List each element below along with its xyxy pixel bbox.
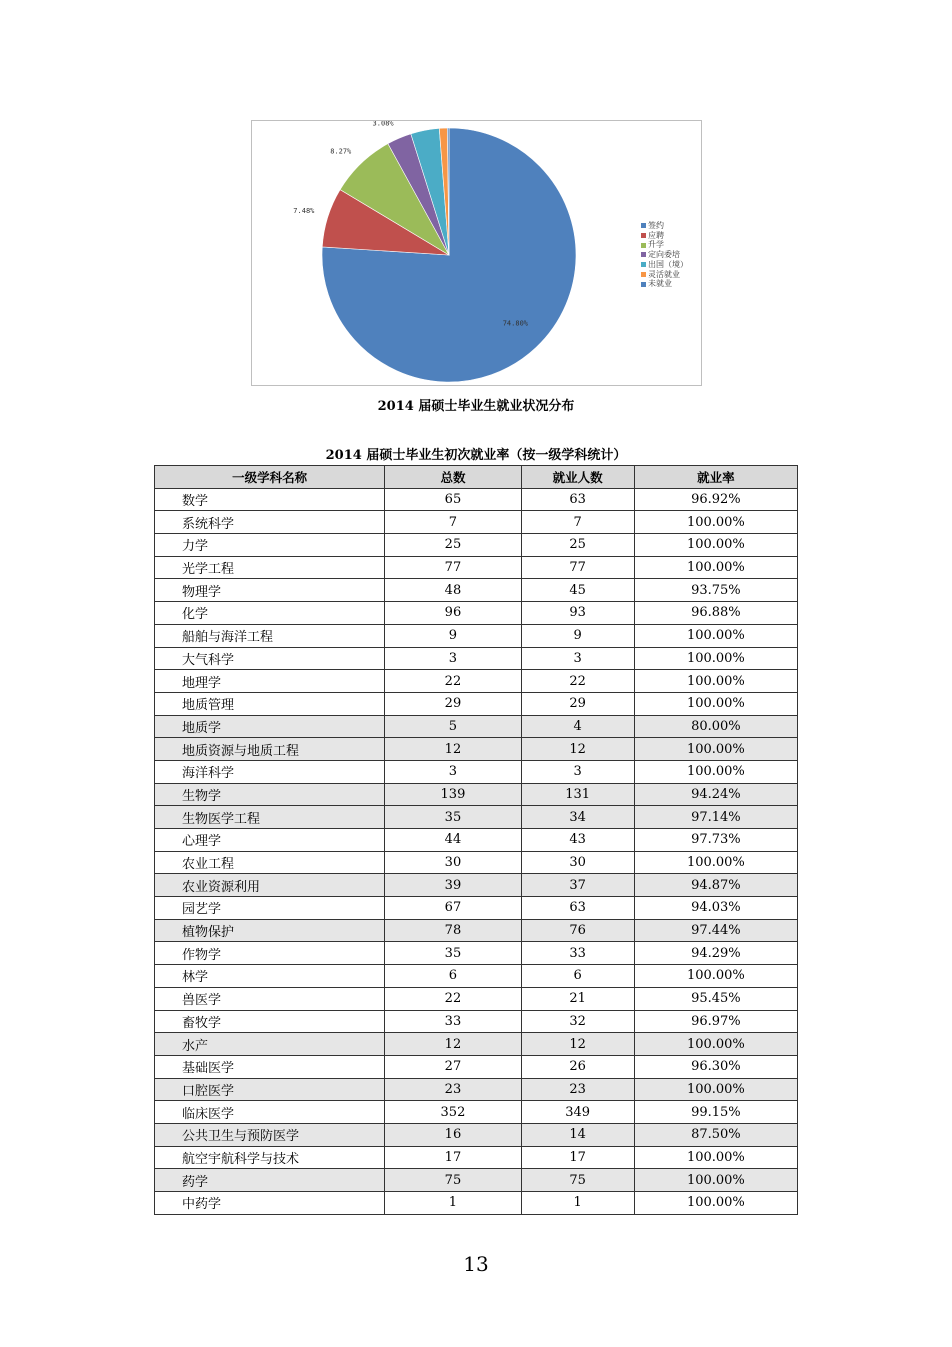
cell-total: 3 [385, 760, 521, 783]
cell-rate: 94.87% [634, 874, 797, 897]
cell-rate: 99.15% [634, 1101, 797, 1124]
table-body [155, 488, 798, 1214]
table-header-row [155, 466, 798, 489]
cell-rate: 100.00% [634, 624, 797, 647]
cell-total: 77 [385, 556, 521, 579]
legend-item [641, 240, 688, 250]
cell-rate: 100.00% [634, 692, 797, 715]
cell-rate: 100.00% [634, 1169, 797, 1192]
cell-discipline: 兽医学 [155, 987, 385, 1010]
cell-employed: 23 [521, 1078, 634, 1101]
cell-discipline: 植物保护 [155, 919, 385, 942]
cell-rate: 100.00% [634, 534, 797, 557]
table-row [155, 692, 798, 715]
cell-discipline: 地理学 [155, 670, 385, 693]
cell-rate: 100.00% [634, 965, 797, 988]
cell-employed: 9 [521, 624, 634, 647]
table-row [155, 806, 798, 829]
cell-employed: 6 [521, 965, 634, 988]
legend-label: 灵活就业 [648, 269, 680, 279]
cell-total: 29 [385, 692, 521, 715]
cell-employed: 63 [521, 897, 634, 920]
cell-rate: 100.00% [634, 1146, 797, 1169]
cell-total: 139 [385, 783, 521, 806]
legend-item [641, 270, 688, 280]
table-row [155, 760, 798, 783]
cell-rate: 94.29% [634, 942, 797, 965]
cell-discipline: 化学 [155, 602, 385, 625]
cell-employed: 33 [521, 942, 634, 965]
legend-label: 定向委培 [648, 250, 680, 260]
cell-rate: 96.88% [634, 602, 797, 625]
cell-rate: 96.97% [634, 1010, 797, 1033]
cell-discipline: 林学 [155, 965, 385, 988]
cell-employed: 4 [521, 715, 634, 738]
legend-item [641, 279, 688, 289]
cell-total: 44 [385, 829, 521, 852]
legend-swatch [641, 262, 646, 267]
cell-rate: 94.24% [634, 783, 797, 806]
cell-employed: 75 [521, 1169, 634, 1192]
cell-total: 3 [385, 647, 521, 670]
table-row [155, 602, 798, 625]
cell-discipline: 航空宇航科学与技术 [155, 1146, 385, 1169]
header-total: 总数 [385, 466, 521, 489]
cell-rate: 100.00% [634, 738, 797, 761]
cell-discipline: 数学 [155, 488, 385, 511]
cell-discipline: 地质管理 [155, 692, 385, 715]
cell-discipline: 中药学 [155, 1192, 385, 1215]
table-row [155, 715, 798, 738]
header-rate: 就业率 [634, 466, 797, 489]
table-row [155, 851, 798, 874]
table-row [155, 579, 798, 602]
cell-total: 35 [385, 806, 521, 829]
table-row [155, 783, 798, 806]
cell-rate: 100.00% [634, 670, 797, 693]
cell-total: 9 [385, 624, 521, 647]
cell-employed: 3 [521, 647, 634, 670]
cell-discipline: 生物医学工程 [155, 806, 385, 829]
table-row [155, 897, 798, 920]
cell-total: 35 [385, 942, 521, 965]
cell-total: 16 [385, 1123, 521, 1146]
table-row [155, 624, 798, 647]
cell-rate: 95.45% [634, 987, 797, 1010]
cell-rate: 94.03% [634, 897, 797, 920]
legend-label: 签约 [648, 221, 664, 230]
table-row [155, 1055, 798, 1078]
cell-total: 23 [385, 1078, 521, 1101]
cell-discipline: 公共卫生与预防医学 [155, 1123, 385, 1146]
legend-swatch [641, 243, 646, 248]
table-row [155, 511, 798, 534]
cell-total: 352 [385, 1101, 521, 1124]
cell-total: 7 [385, 511, 521, 534]
cell-discipline: 园艺学 [155, 897, 385, 920]
legend-item [641, 250, 688, 260]
cell-total: 78 [385, 919, 521, 942]
cell-employed: 63 [521, 488, 634, 511]
cell-employed: 12 [521, 1033, 634, 1056]
table-row [155, 1101, 798, 1124]
cell-discipline: 光学工程 [155, 556, 385, 579]
cell-employed: 32 [521, 1010, 634, 1033]
cell-employed: 29 [521, 692, 634, 715]
chart-caption: 2014 届硕士毕业生就业状况分布 [377, 399, 575, 414]
table-row [155, 1169, 798, 1192]
cell-total: 6 [385, 965, 521, 988]
cell-total: 12 [385, 738, 521, 761]
cell-employed: 349 [521, 1101, 634, 1124]
cell-total: 25 [385, 534, 521, 557]
cell-discipline: 畜牧学 [155, 1010, 385, 1033]
table-row [155, 829, 798, 852]
cell-discipline: 地质资源与地质工程 [155, 738, 385, 761]
table-row [155, 1146, 798, 1169]
cell-discipline: 地质学 [155, 715, 385, 738]
cell-total: 39 [385, 874, 521, 897]
table-row [155, 556, 798, 579]
table-row [155, 965, 798, 988]
legend-swatch [641, 252, 646, 257]
cell-discipline: 生物学 [155, 783, 385, 806]
slice-label: 74.80% [502, 319, 529, 328]
cell-rate: 93.75% [634, 579, 797, 602]
cell-discipline: 心理学 [155, 829, 385, 852]
cell-employed: 21 [521, 987, 634, 1010]
cell-employed: 22 [521, 670, 634, 693]
cell-total: 1 [385, 1192, 521, 1215]
cell-rate: 100.00% [634, 760, 797, 783]
cell-employed: 25 [521, 534, 634, 557]
cell-employed: 14 [521, 1123, 634, 1146]
cell-employed: 12 [521, 738, 634, 761]
cell-total: 33 [385, 1010, 521, 1033]
cell-total: 96 [385, 602, 521, 625]
cell-employed: 17 [521, 1146, 634, 1169]
table-row [155, 987, 798, 1010]
table-row [155, 738, 798, 761]
cell-employed: 30 [521, 851, 634, 874]
table-row [155, 942, 798, 965]
header-employed: 就业人数 [521, 466, 634, 489]
cell-total: 5 [385, 715, 521, 738]
table-row [155, 488, 798, 511]
cell-discipline: 船舶与海洋工程 [155, 624, 385, 647]
chart-legend [641, 221, 688, 289]
cell-rate: 96.30% [634, 1055, 797, 1078]
table-row [155, 874, 798, 897]
cell-discipline: 大气科学 [155, 647, 385, 670]
table-row [155, 1192, 798, 1215]
cell-total: 30 [385, 851, 521, 874]
cell-total: 27 [385, 1055, 521, 1078]
cell-rate: 100.00% [634, 1033, 797, 1056]
table-row [155, 1033, 798, 1056]
cell-total: 75 [385, 1169, 521, 1192]
cell-employed: 45 [521, 579, 634, 602]
cell-discipline: 力学 [155, 534, 385, 557]
cell-discipline: 基础医学 [155, 1055, 385, 1078]
cell-rate: 100.00% [634, 1192, 797, 1215]
legend-label: 出国（境） [648, 259, 688, 269]
cell-total: 65 [385, 488, 521, 511]
cell-rate: 97.44% [634, 919, 797, 942]
slice-label: 7.48% [293, 207, 315, 216]
cell-employed: 77 [521, 556, 634, 579]
cell-discipline: 农业工程 [155, 851, 385, 874]
employment-rate-table [154, 465, 798, 1215]
cell-discipline: 临床医学 [155, 1101, 385, 1124]
cell-total: 67 [385, 897, 521, 920]
cell-total: 17 [385, 1146, 521, 1169]
table-row [155, 919, 798, 942]
cell-rate: 96.92% [634, 488, 797, 511]
cell-total: 22 [385, 670, 521, 693]
cell-employed: 37 [521, 874, 634, 897]
table-row [155, 1078, 798, 1101]
table-title: 2014 届硕士毕业生初次就业率（按一级学科统计） [325, 448, 627, 463]
legend-item [641, 221, 688, 231]
cell-total: 48 [385, 579, 521, 602]
cell-employed: 34 [521, 806, 634, 829]
cell-discipline: 农业资源利用 [155, 874, 385, 897]
cell-discipline: 药学 [155, 1169, 385, 1192]
legend-label: 未就业 [648, 279, 672, 289]
cell-rate: 97.14% [634, 806, 797, 829]
legend-swatch [641, 223, 646, 228]
table-row [155, 670, 798, 693]
legend-swatch [641, 272, 646, 277]
legend-swatch [641, 233, 646, 238]
cell-employed: 43 [521, 829, 634, 852]
cell-employed: 76 [521, 919, 634, 942]
table-row [155, 1010, 798, 1033]
cell-employed: 93 [521, 602, 634, 625]
cell-rate: 80.00% [634, 715, 797, 738]
legend-label: 升学 [648, 240, 664, 250]
cell-employed: 3 [521, 760, 634, 783]
cell-rate: 100.00% [634, 511, 797, 534]
cell-discipline: 水产 [155, 1033, 385, 1056]
cell-discipline: 海洋科学 [155, 760, 385, 783]
cell-discipline: 物理学 [155, 579, 385, 602]
slice-label: 3.08% [372, 121, 394, 128]
slice-label: 8.27% [330, 147, 352, 156]
page-number: 13 [463, 1252, 489, 1276]
cell-employed: 7 [521, 511, 634, 534]
legend-label: 应聘 [648, 230, 664, 240]
cell-rate: 100.00% [634, 1078, 797, 1101]
cell-rate: 87.50% [634, 1123, 797, 1146]
cell-employed: 131 [521, 783, 634, 806]
cell-discipline: 口腔医学 [155, 1078, 385, 1101]
legend-item [641, 260, 688, 270]
cell-rate: 100.00% [634, 647, 797, 670]
cell-rate: 100.00% [634, 556, 797, 579]
cell-total: 22 [385, 987, 521, 1010]
cell-rate: 97.73% [634, 829, 797, 852]
pie-chart [251, 120, 702, 386]
table-row [155, 647, 798, 670]
table-row [155, 534, 798, 557]
cell-employed: 26 [521, 1055, 634, 1078]
cell-discipline: 作物学 [155, 942, 385, 965]
cell-total: 12 [385, 1033, 521, 1056]
cell-discipline: 系统科学 [155, 511, 385, 534]
legend-swatch [641, 282, 646, 287]
legend-item [641, 231, 688, 241]
cell-employed: 1 [521, 1192, 634, 1215]
header-discipline: 一级学科名称 [155, 466, 385, 489]
pie-chart-svg [252, 121, 701, 385]
table-row [155, 1123, 798, 1146]
cell-rate: 100.00% [634, 851, 797, 874]
